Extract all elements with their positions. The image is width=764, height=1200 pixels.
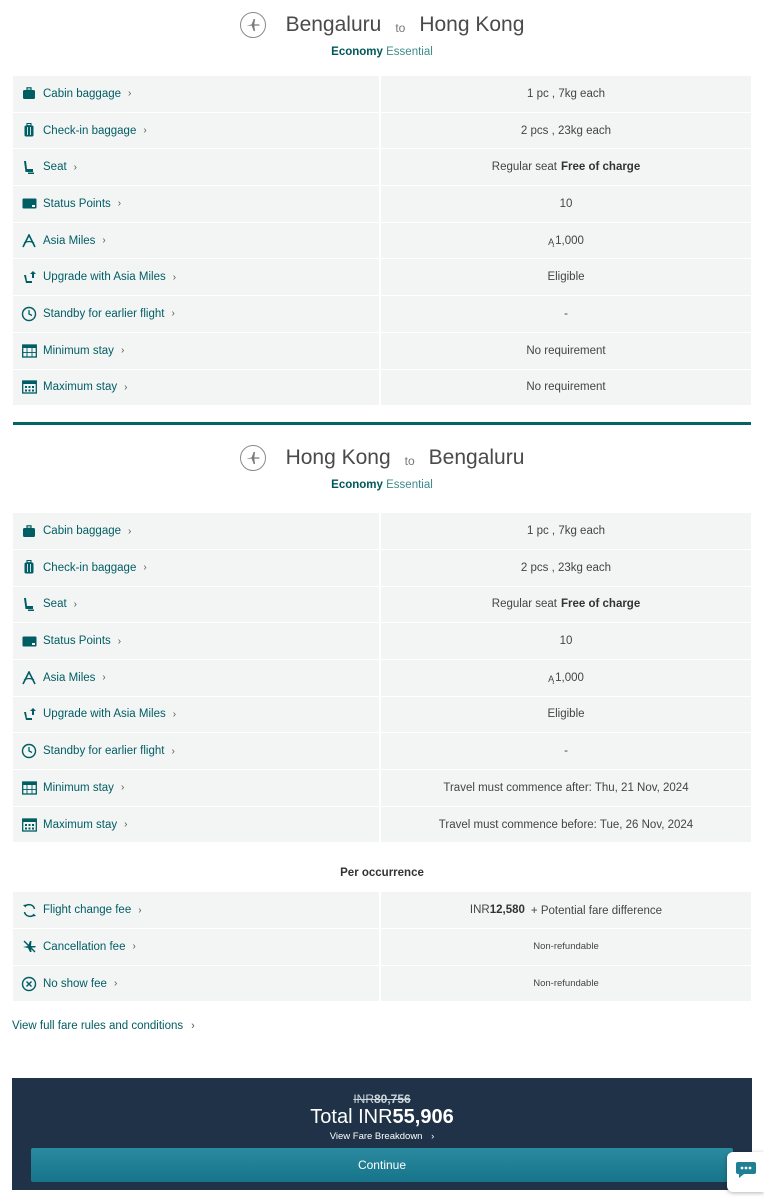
- fare-row-seat: [13, 149, 751, 186]
- chevron-right-icon: ›: [171, 745, 175, 757]
- fare-row-flight-change-fee: [13, 892, 751, 929]
- seat-icon: [21, 159, 37, 175]
- row-label: Asia Miles: [43, 671, 96, 684]
- cabin-baggage-link[interactable]: [13, 76, 379, 113]
- fare-row-minimum-stay: [13, 770, 751, 807]
- chevron-right-icon: ›: [172, 708, 177, 720]
- seat-link[interactable]: [13, 149, 379, 186]
- fare-row-cabin-baggage: [13, 513, 751, 550]
- chevron-right-icon: ›: [102, 235, 106, 247]
- fare-row-upgrade-with-asia-miles: [13, 259, 751, 296]
- cabin-baggage-icon: [21, 86, 37, 102]
- minimum-stay-link[interactable]: [13, 333, 379, 370]
- fare-row-cabin-baggage: [13, 76, 751, 113]
- row-value-text: Travel must commence before: Tue, 26 Nov, 2024: [438, 818, 694, 831]
- upgrade-icon: [21, 269, 37, 285]
- fare-family: Essential: [386, 479, 433, 492]
- chevron-right-icon: ›: [143, 125, 147, 137]
- row-label: Cancellation fee: [43, 940, 126, 953]
- row-value-text: 2 pcs , 23kg each: [520, 124, 612, 137]
- asia-miles-link[interactable]: [13, 223, 379, 260]
- upgrade-with-asia-miles-link[interactable]: [13, 259, 379, 296]
- total-price: [12, 1106, 752, 1129]
- row-value: [381, 186, 751, 223]
- fare-row-standby-for-earlier-flight: [13, 296, 751, 333]
- fare-row-status-points: [13, 186, 751, 223]
- row-value: [381, 697, 751, 734]
- chevron-right-icon: ›: [124, 381, 128, 393]
- row-label: Status Points: [43, 197, 111, 210]
- check-in-baggage-link[interactable]: [13, 550, 379, 587]
- no-show-fee-link[interactable]: [13, 966, 379, 1003]
- row-label: Check-in baggage: [43, 561, 137, 574]
- row-label: Minimum stay: [43, 781, 114, 794]
- fare-row-no-show-fee: [13, 966, 751, 1003]
- row-value-text: Non-refundable: [533, 941, 599, 953]
- row-value: [381, 587, 751, 624]
- row-value-text: 1 pc , 7kg each: [527, 87, 605, 100]
- section-divider: [13, 422, 751, 425]
- calendar-grid-icon: [21, 817, 37, 833]
- status-points-icon: [21, 633, 37, 649]
- cabin-class: [0, 46, 764, 58]
- total-amount: 55,906: [392, 1106, 454, 1128]
- asia-miles-icon: [21, 233, 37, 249]
- fare-row-upgrade-with-asia-miles: [13, 697, 751, 734]
- row-value: [381, 892, 751, 929]
- fare-row-check-in-baggage: [13, 550, 751, 587]
- row-value-text: -: [564, 745, 568, 758]
- row-value: [381, 296, 751, 333]
- upgrade-icon: [21, 706, 37, 722]
- view-fare-breakdown-link[interactable]: [12, 1131, 752, 1142]
- chevron-right-icon: ›: [191, 1020, 195, 1033]
- chevron-right-icon: ›: [120, 345, 125, 357]
- asia-miles-icon: [21, 670, 37, 686]
- chevron-right-icon: ›: [117, 198, 122, 210]
- row-value-text: 1,000: [555, 671, 584, 684]
- to-word: to: [404, 454, 415, 469]
- chevron-right-icon: ›: [113, 978, 118, 990]
- minimum-stay-link[interactable]: [13, 770, 379, 807]
- status-points-icon: [21, 196, 37, 212]
- row-label: Maximum stay: [43, 381, 118, 394]
- chat-icon: [735, 1160, 757, 1185]
- row-value-bold: Free of charge: [560, 598, 641, 611]
- checkin-baggage-icon: [21, 560, 37, 576]
- row-value: [381, 113, 751, 150]
- fare-row-seat: [13, 587, 751, 624]
- upgrade-with-asia-miles-link[interactable]: [13, 697, 379, 734]
- check-in-baggage-link[interactable]: [13, 113, 379, 150]
- standby-icon: [21, 743, 37, 759]
- chevron-right-icon: ›: [117, 635, 122, 647]
- asia-miles-symbol-icon: Ą: [548, 236, 555, 247]
- row-label: No show fee: [43, 977, 107, 990]
- maximum-stay-link[interactable]: [13, 807, 379, 844]
- origin-city: Bengaluru: [285, 13, 382, 36]
- fare-row-standby-for-earlier-flight: [13, 733, 751, 770]
- status-points-link[interactable]: [13, 623, 379, 660]
- cabin-name: Economy: [331, 479, 383, 492]
- fare-row-asia-miles: [13, 223, 751, 260]
- row-value: [381, 966, 751, 1003]
- row-value-text: No requirement: [526, 344, 606, 357]
- fare-family: Essential: [386, 46, 433, 58]
- chevron-right-icon: ›: [124, 819, 128, 831]
- standby-for-earlier-flight-link[interactable]: [13, 733, 379, 770]
- row-label: Maximum stay: [43, 818, 118, 831]
- origin-city: Hong Kong: [285, 446, 391, 470]
- no-show-icon: [21, 976, 37, 992]
- chevron-right-icon: ›: [128, 88, 132, 100]
- row-value: [381, 149, 751, 186]
- original-amount: 80,756: [373, 1092, 411, 1106]
- chevron-right-icon: ›: [73, 161, 78, 173]
- status-points-link[interactable]: [13, 186, 379, 223]
- cabin-name: Economy: [331, 46, 383, 58]
- row-value-text: 10: [559, 197, 573, 210]
- row-value-text: Travel must commence after: Thu, 21 Nov, 2024: [443, 781, 689, 794]
- row-label: Upgrade with Asia Miles: [43, 271, 166, 284]
- row-value: [381, 770, 751, 807]
- row-value: [381, 660, 751, 697]
- row-value: [381, 333, 751, 370]
- row-value-text: Non-refundable: [533, 978, 599, 990]
- chevron-right-icon: ›: [138, 904, 142, 916]
- row-value-text: No requirement: [526, 381, 606, 394]
- calendar-grid-icon: [21, 379, 37, 395]
- asia-miles-symbol-icon: Ą: [548, 673, 555, 684]
- fees-table: [13, 892, 751, 1002]
- row-label: Status Points: [43, 635, 111, 648]
- row-value: [381, 370, 751, 407]
- cancellation-fee-link[interactable]: [13, 929, 379, 966]
- fare-row-maximum-stay: [13, 370, 751, 407]
- to-word: to: [395, 21, 406, 35]
- row-label: Flight change fee: [43, 904, 132, 917]
- seat-icon: [21, 596, 37, 612]
- row-label: Minimum stay: [43, 344, 114, 357]
- view-fare-rules-link[interactable]: [12, 1020, 195, 1032]
- outbound-route-header: [0, 0, 764, 76]
- row-value-bold: Free of charge: [560, 161, 641, 174]
- row-label: Seat: [43, 161, 67, 174]
- row-label: Cabin baggage: [43, 87, 122, 100]
- chevron-right-icon: ›: [171, 308, 175, 320]
- fee-suffix: + Potential fare difference: [530, 905, 663, 918]
- chevron-right-icon: ›: [128, 525, 132, 537]
- fee-currency: INR: [469, 904, 490, 917]
- row-label: Upgrade with Asia Miles: [43, 708, 166, 721]
- row-value-text: Regular seat: [491, 598, 557, 611]
- per-occurrence-heading: Per occurrence: [340, 867, 424, 880]
- flight-change-fee-link[interactable]: [13, 892, 379, 929]
- cabin-baggage-icon: [21, 523, 37, 539]
- row-value-text: 1 pc , 7kg each: [527, 525, 605, 538]
- row-label: Check-in baggage: [43, 124, 137, 137]
- row-value-text: -: [564, 307, 568, 320]
- row-value-text: Eligible: [547, 271, 585, 284]
- chevron-right-icon: ›: [102, 672, 106, 684]
- continue-button[interactable]: Continue: [31, 1148, 733, 1182]
- row-label: Standby for earlier flight: [43, 745, 165, 758]
- standby-icon: [21, 306, 37, 322]
- row-value: [381, 623, 751, 660]
- fare-row-check-in-baggage: [13, 113, 751, 150]
- cabin-baggage-link[interactable]: [13, 513, 379, 550]
- row-value-text: 10: [559, 635, 573, 648]
- fare-row-status-points: [13, 623, 751, 660]
- fare-row-minimum-stay: [13, 333, 751, 370]
- cabin-class: [0, 479, 764, 491]
- row-value-text: 2 pcs , 23kg each: [520, 561, 612, 574]
- row-label: Standby for earlier flight: [43, 307, 165, 320]
- original-price: [12, 1092, 752, 1106]
- chevron-right-icon: ›: [73, 598, 78, 610]
- row-value: [381, 807, 751, 844]
- fare-row-cancellation-fee: [13, 929, 751, 966]
- inbound-fare-table: [13, 513, 751, 843]
- fee-amount: 12,580: [489, 904, 525, 917]
- plane-icon: [240, 445, 266, 471]
- total-label: Total INR: [310, 1106, 393, 1128]
- chevron-right-icon: ›: [172, 271, 177, 283]
- row-label: Cabin baggage: [43, 525, 122, 538]
- row-value: [381, 733, 751, 770]
- cancellation-icon: [21, 939, 37, 955]
- outbound-fare-table: [13, 76, 751, 406]
- destination-city: Hong Kong: [419, 13, 525, 36]
- checkin-baggage-icon: [21, 123, 37, 139]
- view-fare-breakdown-label: View Fare Breakdown: [329, 1131, 423, 1142]
- row-value: [381, 76, 751, 113]
- chat-button[interactable]: [727, 1152, 764, 1192]
- row-label: Asia Miles: [43, 234, 96, 247]
- chevron-right-icon: ›: [120, 782, 125, 794]
- maximum-stay-link[interactable]: [13, 370, 379, 407]
- calendar-icon: [21, 343, 37, 359]
- chevron-right-icon: ›: [132, 941, 136, 953]
- row-value-text: 1,000: [555, 234, 584, 247]
- inbound-route-header: [0, 439, 764, 513]
- fare-row-maximum-stay: [13, 807, 751, 844]
- row-value: [381, 929, 751, 966]
- destination-city: Bengaluru: [428, 446, 525, 470]
- plane-icon: [240, 12, 266, 38]
- row-value: [381, 223, 751, 260]
- row-value: [381, 259, 751, 296]
- seat-link[interactable]: [13, 587, 379, 624]
- fare-row-asia-miles: [13, 660, 751, 697]
- row-value-text: Eligible: [547, 708, 585, 721]
- row-value: [381, 513, 751, 550]
- calendar-icon: [21, 780, 37, 796]
- flight-change-icon: [21, 902, 37, 918]
- chevron-right-icon: ›: [431, 1131, 435, 1142]
- asia-miles-link[interactable]: [13, 660, 379, 697]
- price-footer: [12, 1078, 752, 1190]
- standby-for-earlier-flight-link[interactable]: [13, 296, 379, 333]
- row-value: [381, 550, 751, 587]
- original-currency: INR: [353, 1092, 374, 1106]
- view-fare-rules-label: View full fare rules and conditions: [12, 1020, 184, 1033]
- row-value-text: Regular seat: [491, 161, 557, 174]
- row-label: Seat: [43, 598, 67, 611]
- chevron-right-icon: ›: [143, 562, 147, 574]
